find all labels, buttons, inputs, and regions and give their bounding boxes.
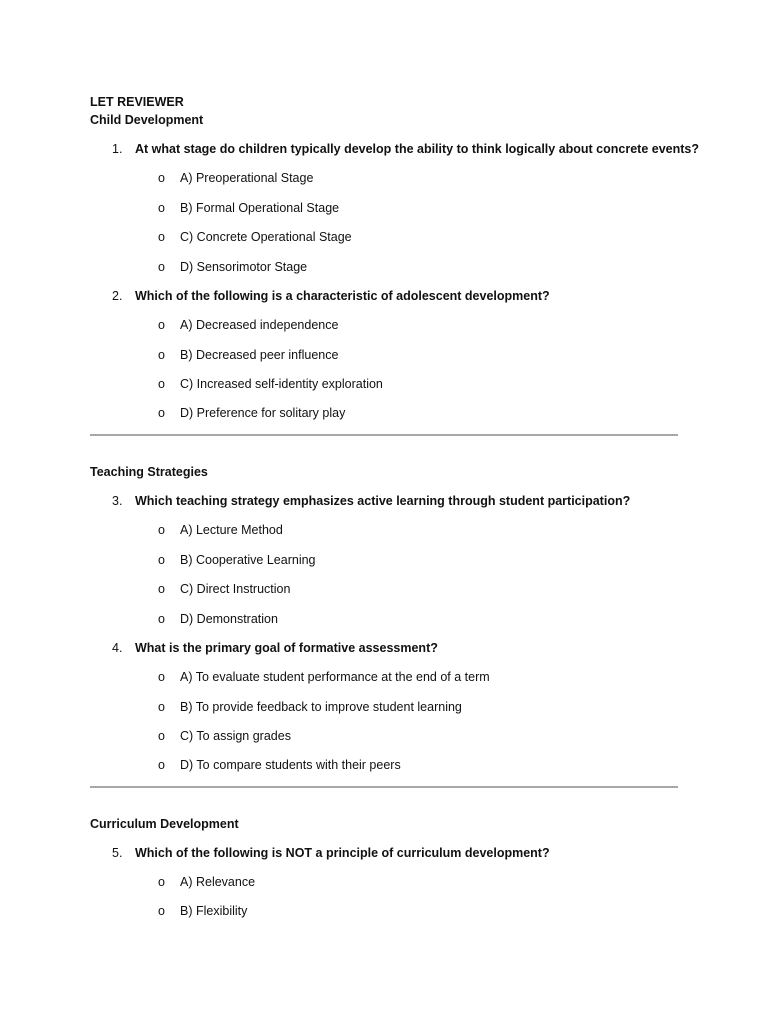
option-text: C) To assign grades: [180, 729, 291, 743]
option-item: [158, 317, 338, 333]
option-item: [158, 903, 247, 919]
bullet-icon: o: [158, 171, 165, 185]
question-1: [112, 141, 712, 157]
question-3: [112, 493, 712, 509]
section-divider: [90, 434, 678, 436]
option-text: B) Cooperative Learning: [180, 553, 316, 567]
bullet-icon: o: [158, 348, 165, 362]
option-text: A) Preoperational Stage: [180, 171, 314, 185]
option-text: A) Lecture Method: [180, 523, 283, 537]
bullet-icon: o: [158, 582, 165, 596]
option-text: D) Sensorimotor Stage: [180, 260, 308, 274]
bullet-icon: o: [158, 904, 165, 918]
option-text: A) Decreased independence: [180, 318, 339, 332]
option-text: A) To evaluate student performance at the end of a term: [180, 670, 490, 684]
option-text: C) Concrete Operational Stage: [180, 230, 352, 244]
question-number: 4.: [112, 641, 123, 655]
option-text: D) Demonstration: [180, 612, 278, 626]
bullet-icon: o: [158, 377, 165, 391]
option-item: [158, 347, 338, 363]
option-item: [158, 522, 283, 538]
option-text: D) To compare students with their peers: [180, 758, 401, 772]
option-item: [158, 611, 278, 627]
option-text: B) Formal Operational Stage: [180, 201, 340, 215]
section-heading-child-development: Child Development: [90, 113, 204, 127]
question-text: Which of the following is a characteristic of adolescent development?: [135, 289, 550, 303]
option-item: [158, 376, 383, 392]
section-heading-teaching-strategies: Teaching Strategies: [90, 465, 208, 479]
option-item: [158, 259, 307, 275]
question-number: 5.: [112, 846, 123, 860]
option-text: B) Flexibility: [180, 904, 248, 918]
option-item: [158, 669, 490, 685]
question-text: What is the primary goal of formative assessment?: [135, 641, 438, 655]
bullet-icon: o: [158, 523, 165, 537]
option-item: [158, 170, 313, 186]
bullet-icon: o: [158, 406, 165, 420]
option-item: [158, 581, 290, 597]
bullet-icon: o: [158, 230, 165, 244]
bullet-icon: o: [158, 553, 165, 567]
option-item: [158, 405, 345, 421]
bullet-icon: o: [158, 201, 165, 215]
bullet-icon: o: [158, 260, 165, 274]
bullet-icon: o: [158, 700, 165, 714]
option-text: D) Preference for solitary play: [180, 406, 346, 420]
option-item: [158, 728, 291, 744]
option-item: [158, 757, 401, 773]
option-item: [158, 229, 352, 245]
question-text: Which of the following is NOT a principle of curriculum development?: [135, 846, 550, 860]
question-number: 1.: [112, 142, 123, 156]
section-divider: [90, 786, 678, 788]
bullet-icon: o: [158, 670, 165, 684]
question-number: 2.: [112, 289, 123, 303]
option-text: A) Relevance: [180, 875, 256, 889]
question-4: [112, 640, 712, 656]
option-text: C) Increased self-identity exploration: [180, 377, 383, 391]
bullet-icon: o: [158, 612, 165, 626]
question-number: 3.: [112, 494, 123, 508]
option-text: C) Direct Instruction: [180, 582, 291, 596]
bullet-icon: o: [158, 875, 165, 889]
option-text: B) Decreased peer influence: [180, 348, 339, 362]
option-item: [158, 699, 462, 715]
option-text: B) To provide feedback to improve student learning: [180, 700, 462, 714]
bullet-icon: o: [158, 729, 165, 743]
option-item: [158, 874, 255, 890]
bullet-icon: o: [158, 758, 165, 772]
document-title: LET REVIEWER: [90, 95, 184, 109]
section-heading-curriculum-development: Curriculum Development: [90, 817, 239, 831]
bullet-icon: o: [158, 318, 165, 332]
question-2: [112, 288, 712, 304]
question-text: Which teaching strategy emphasizes active learning through student participation?: [135, 494, 631, 508]
question-text: At what stage do children typically develop the ability to think logically about concrete events?: [135, 142, 700, 156]
option-item: [158, 552, 316, 568]
option-item: [158, 200, 339, 216]
question-5: [112, 845, 712, 861]
